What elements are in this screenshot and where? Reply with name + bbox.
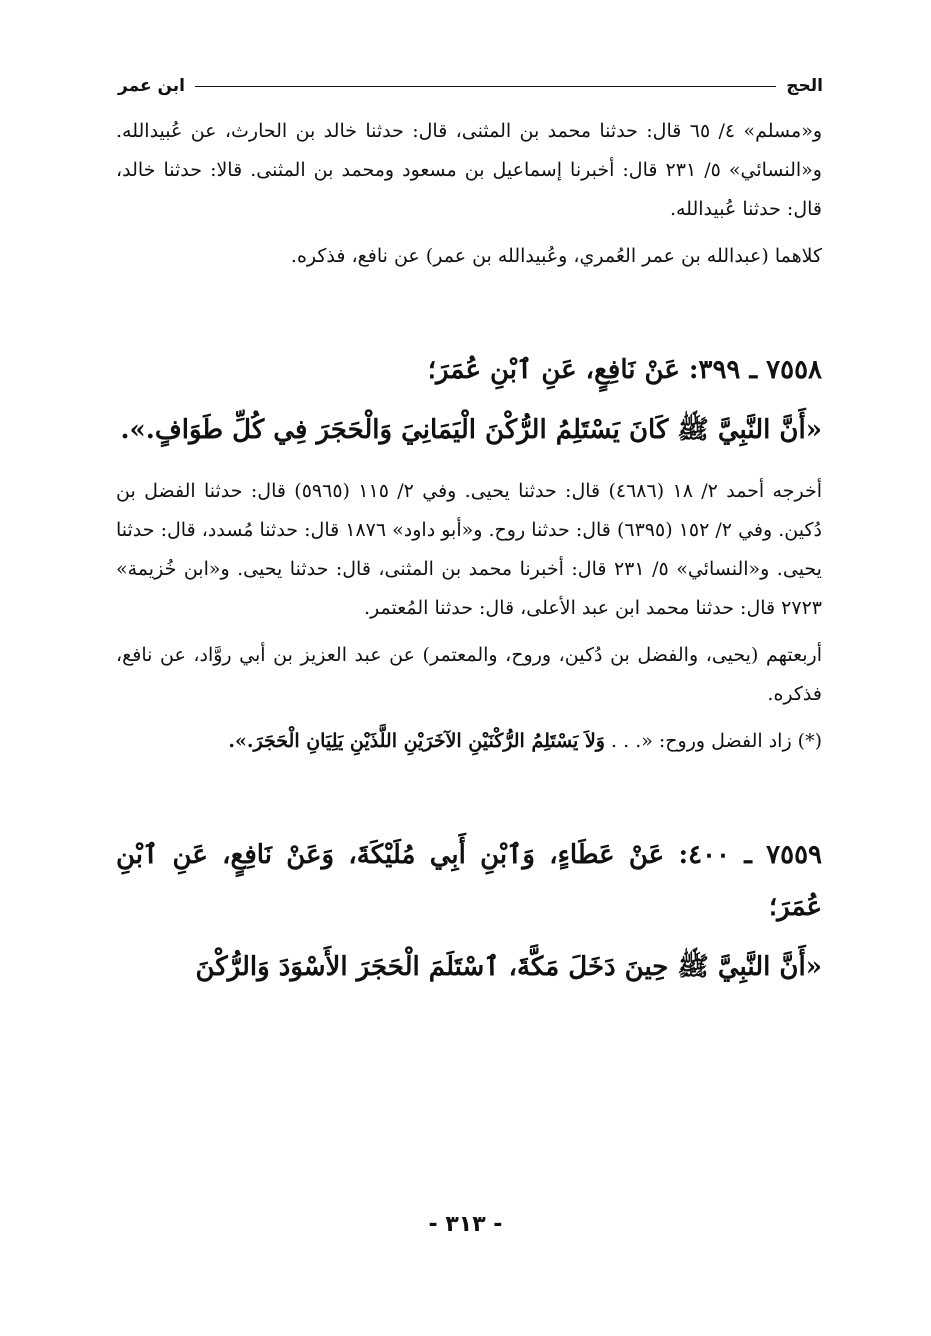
summary-paragraph-2: أربعتهم (يحيى، والفضل بن دُكين، وروح، والمعتمر) عن عبد العزيز بن أبي روَّاد، عن نافع، فذكره. bbox=[116, 644, 822, 705]
addition-note-prefix: (*) زاد الفضل وروح: «. . . bbox=[611, 730, 822, 752]
addition-note-quote: وَلاَ يَسْتَلِمُ الرُّكْنَيْنِ الآخَرَيْنِ اللَّذَيْنِ يَلِيَانِ الْحَجَرَ.». bbox=[228, 730, 605, 752]
hadith-7558-heading: ٧٥٥٨ ـ ٣٩٩: عَنْ نَافِعٍ، عَنِ ٱبْنِ عُمَرَ؛ bbox=[427, 355, 822, 385]
addition-note bbox=[116, 722, 822, 761]
takhrij-paragraph-2: أخرجه أحمد ٢/ ١٨ (٤٦٨٦) قال: حدثنا يحيى. وفي ٢/ ١١٥ (٥٩٦٥) قال: حدثنا الفضل بن دُكين. وفي ٢/ ١٥٢ (٦٣٩٥) قال: حدثنا روح. و«أبو داود» ١٨٧٦ قال: حدثنا مُسدد، قال: حدثنا يحيى. و«النسائي» ٥/ ٢٣١ قال: أخبرنا محمد بن المثنى، قال: حدثنا يحيى. و«ابن خُزيمة» ٢٧٢٣ قال: حدثنا محمد ابن عبد الأعلى، قال: حدثنا المُعتمر. bbox=[116, 480, 822, 619]
running-header bbox=[118, 72, 823, 100]
hadith-7558-text: «أَنَّ النَّبِيَّ ﷺ كَانَ يَسْتَلِمُ الرُّكْنَ الْيَمَانِيَ وَالْحَجَرَ فِي كُلِّ طَوَافٍ.». bbox=[120, 415, 822, 445]
page-body bbox=[116, 112, 822, 1001]
header-chapter-title: الحج bbox=[786, 76, 823, 96]
page-number: - ٣١٣ - bbox=[428, 1212, 503, 1237]
hadith-7559-text: «أَنَّ النَّبِيَّ ﷺ حِينَ دَخَلَ مَكَّةَ، ٱسْتَلَمَ الْحَجَرَ الأَسْوَدَ وَالرُّكْنَ bbox=[195, 952, 822, 982]
header-narrator-name: ابن عمر bbox=[118, 76, 186, 96]
takhrij-paragraph-1: و«مسلم» ٤/ ٦٥ قال: حدثنا محمد بن المثنى، قال: حدثنا خالد بن الحارث، عن عُبيدالله. و«النسائي» ٥/ ٢٣١ قال: أخبرنا إسماعيل بن مسعود ومحمد بن المثنى. قالا: حدثنا خالد، قال: حدثنا عُبيدالله. bbox=[116, 120, 822, 220]
summary-paragraph-1: كلاهما (عبدالله بن عمر العُمري، وعُبيدالله بن عمر) عن نافع، فذكره. bbox=[290, 245, 822, 267]
hadith-7559-heading: ٧٥٥٩ ـ ٤٠٠: عَنْ عَطَاءٍ، وَٱبْنِ أَبِي مُلَيْكَةَ، وَعَنْ نَافِعٍ، عَنِ ٱبْنِ عُمَرَ؛ bbox=[116, 840, 823, 922]
header-rule bbox=[195, 86, 776, 87]
